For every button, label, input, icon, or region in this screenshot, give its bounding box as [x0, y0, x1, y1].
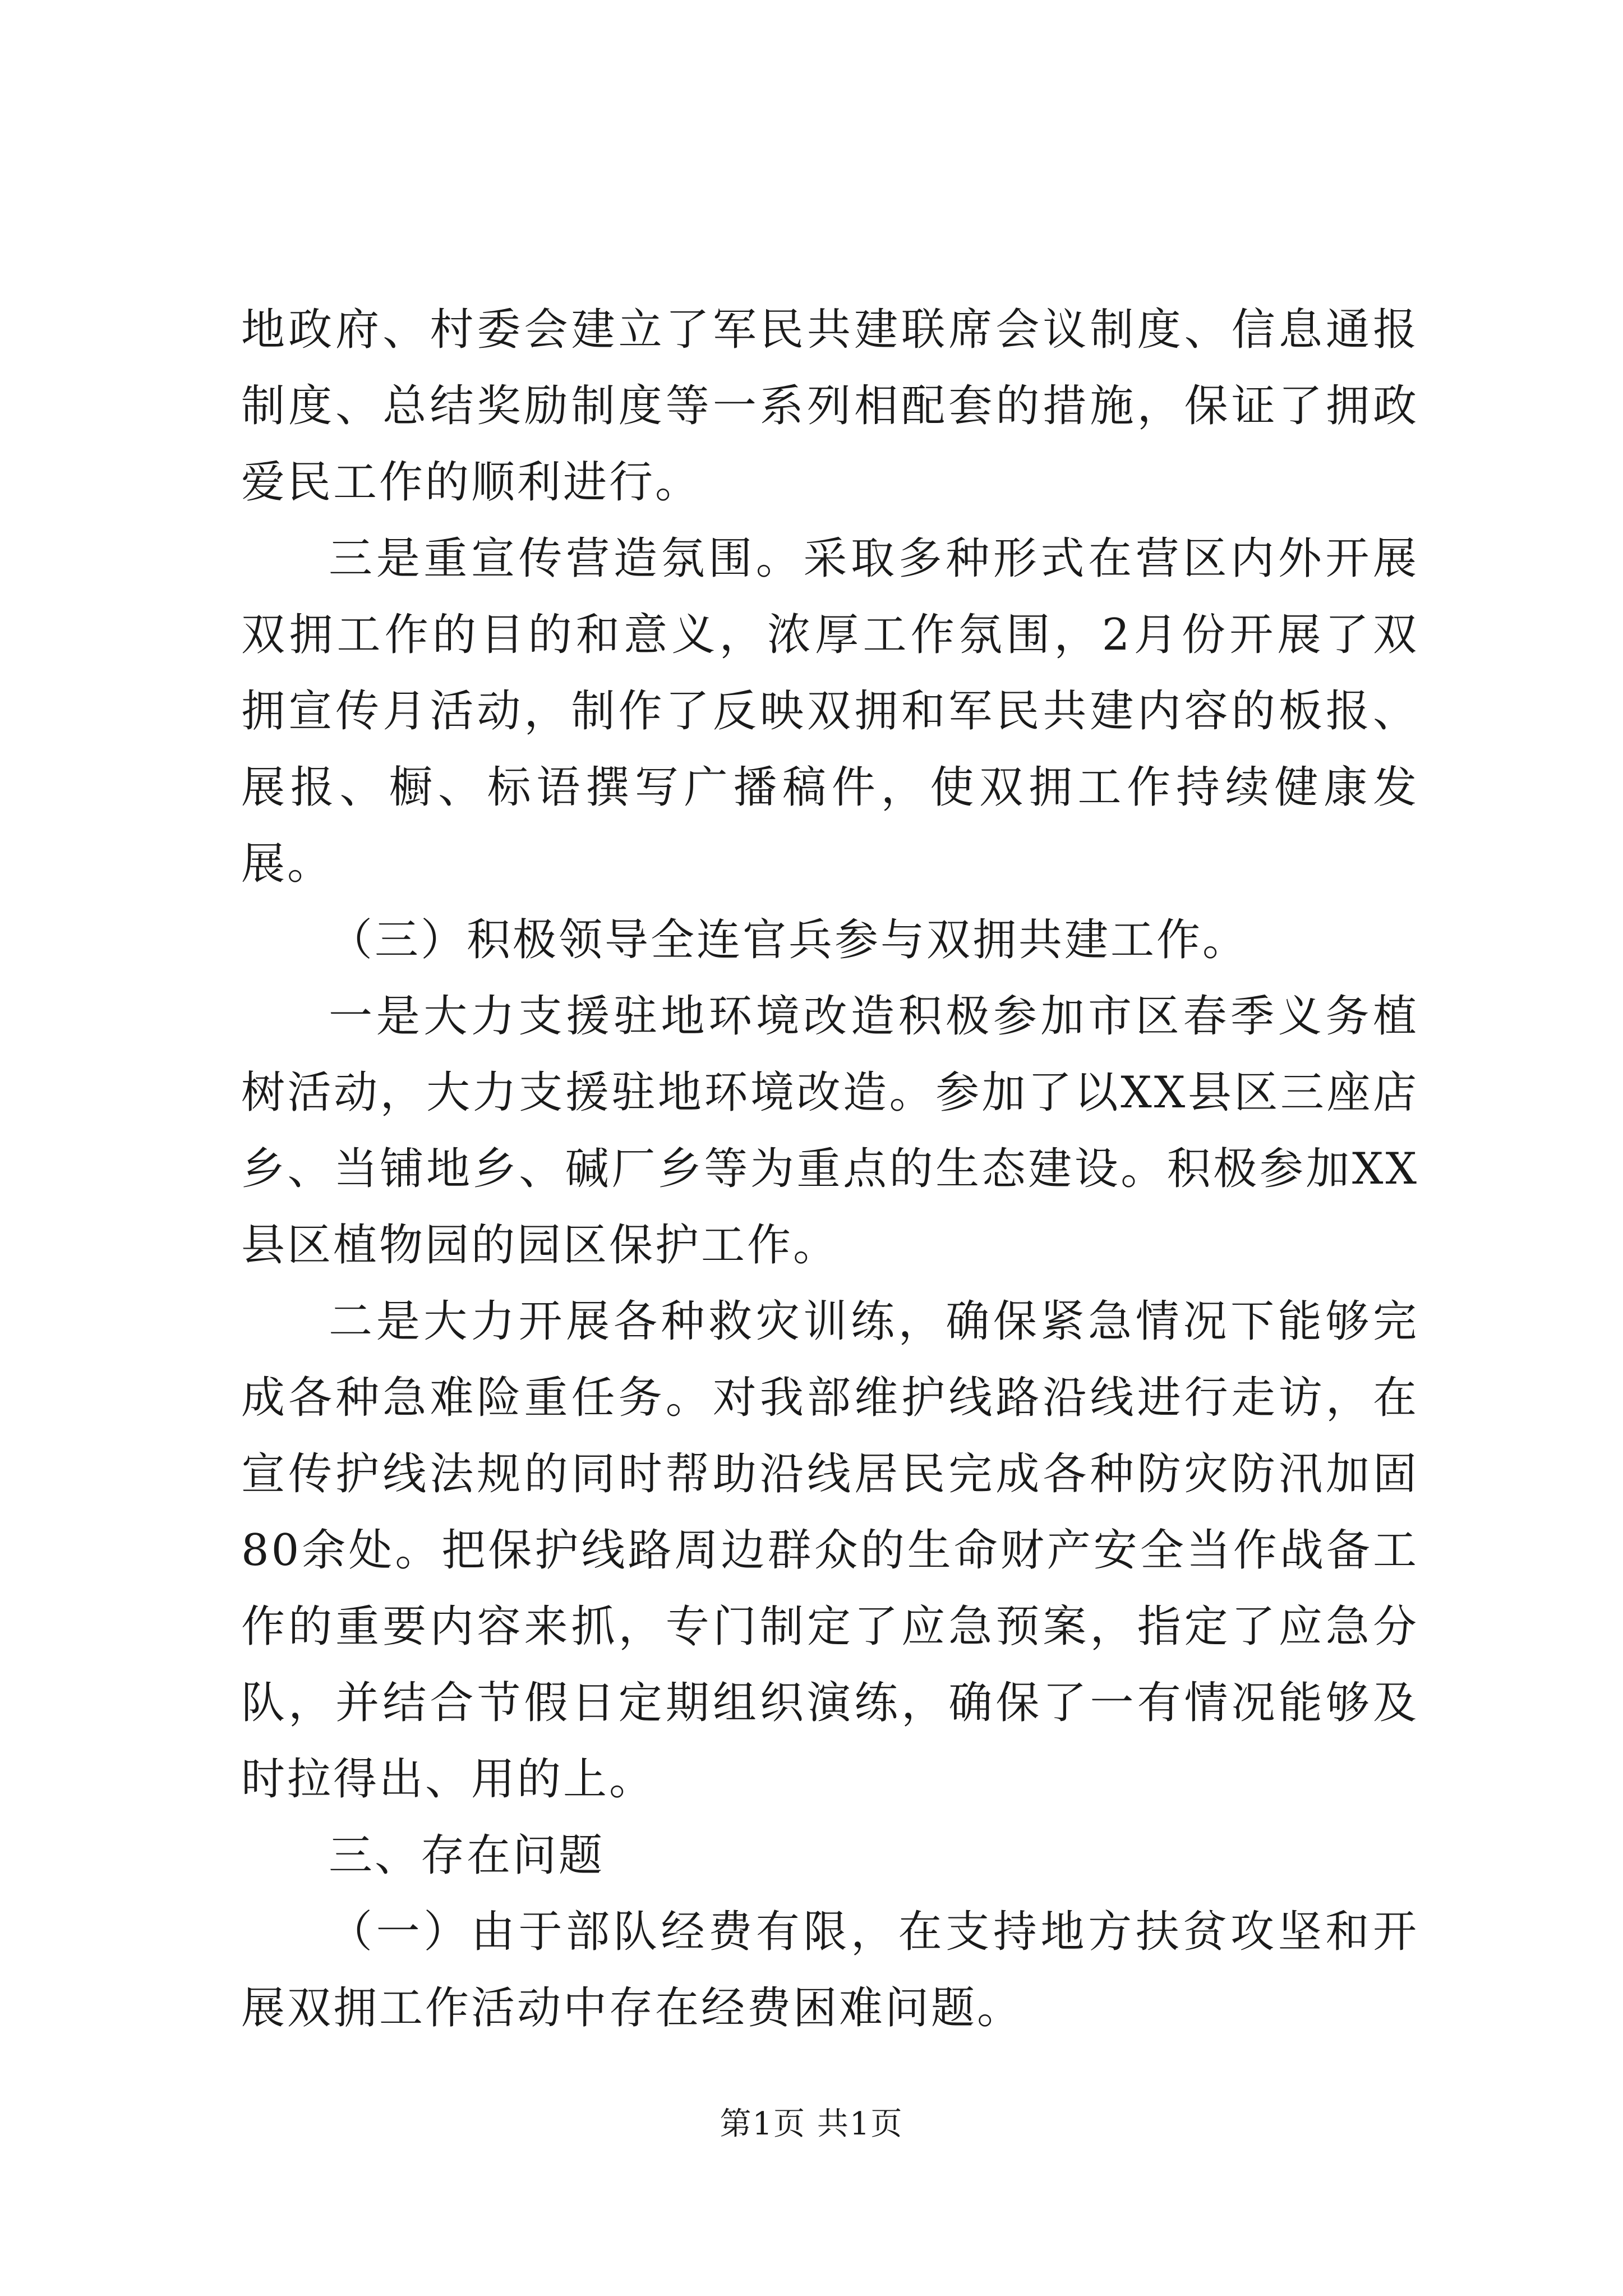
paragraph-funding-problem: （一）由于部队经费有限，在支持地方扶贫攻坚和开展双拥工作活动中存在经费困难问题。	[241, 1907, 1419, 2033]
document-body	[241, 292, 1419, 2046]
section-heading-participation: （三）积极领导全连官兵参与双拥共建工作。	[329, 915, 1249, 965]
section-heading-problems: 三、存在问题	[329, 1830, 605, 1881]
paragraph-environment: 一是大力支援驻地环境改造积极参加市区春季义务植树活动，大力支援驻地环境改造。参加了以XX县区三座店乡、当铺地乡、碱厂乡等为重点的生态建设。积极参加XX县区植物园的园区保护工作。	[241, 991, 1419, 1271]
paragraph-disaster-relief: 二是大力开展各种救灾训练，确保紧急情况下能够完成各种急难险重任务。对我部维护线路沿线进行走访，在宣传护线法规的同时帮助沿线居民完成各种防灾防汛加固80余处。把保护线路周边群众的生命财产安全当作战备工作的重要内容来抓，专门制定了应急预案，指定了应急分队，并结合节假日定期组织演练，确保了一有情况能够及时拉得出、用的上。	[241, 1296, 1419, 1805]
paragraph-publicity: 三是重宣传营造氛围。采取多种形式在营区内外开展双拥工作的目的和意义，浓厚工作氛围，2月份开展了双拥宣传月活动，制作了反映双拥和军民共建内容的板报、展报、橱、标语撰写广播稿件，使双拥工作持续健康发展。	[241, 533, 1419, 889]
page-footer: 第1页 共1页	[720, 2106, 903, 2142]
paragraph-continuation: 地政府、村委会建立了军民共建联席会议制度、信息通报制度、总结奖励制度等一系列相配套的措施，保证了拥政爱民工作的顺利进行。	[241, 305, 1419, 508]
